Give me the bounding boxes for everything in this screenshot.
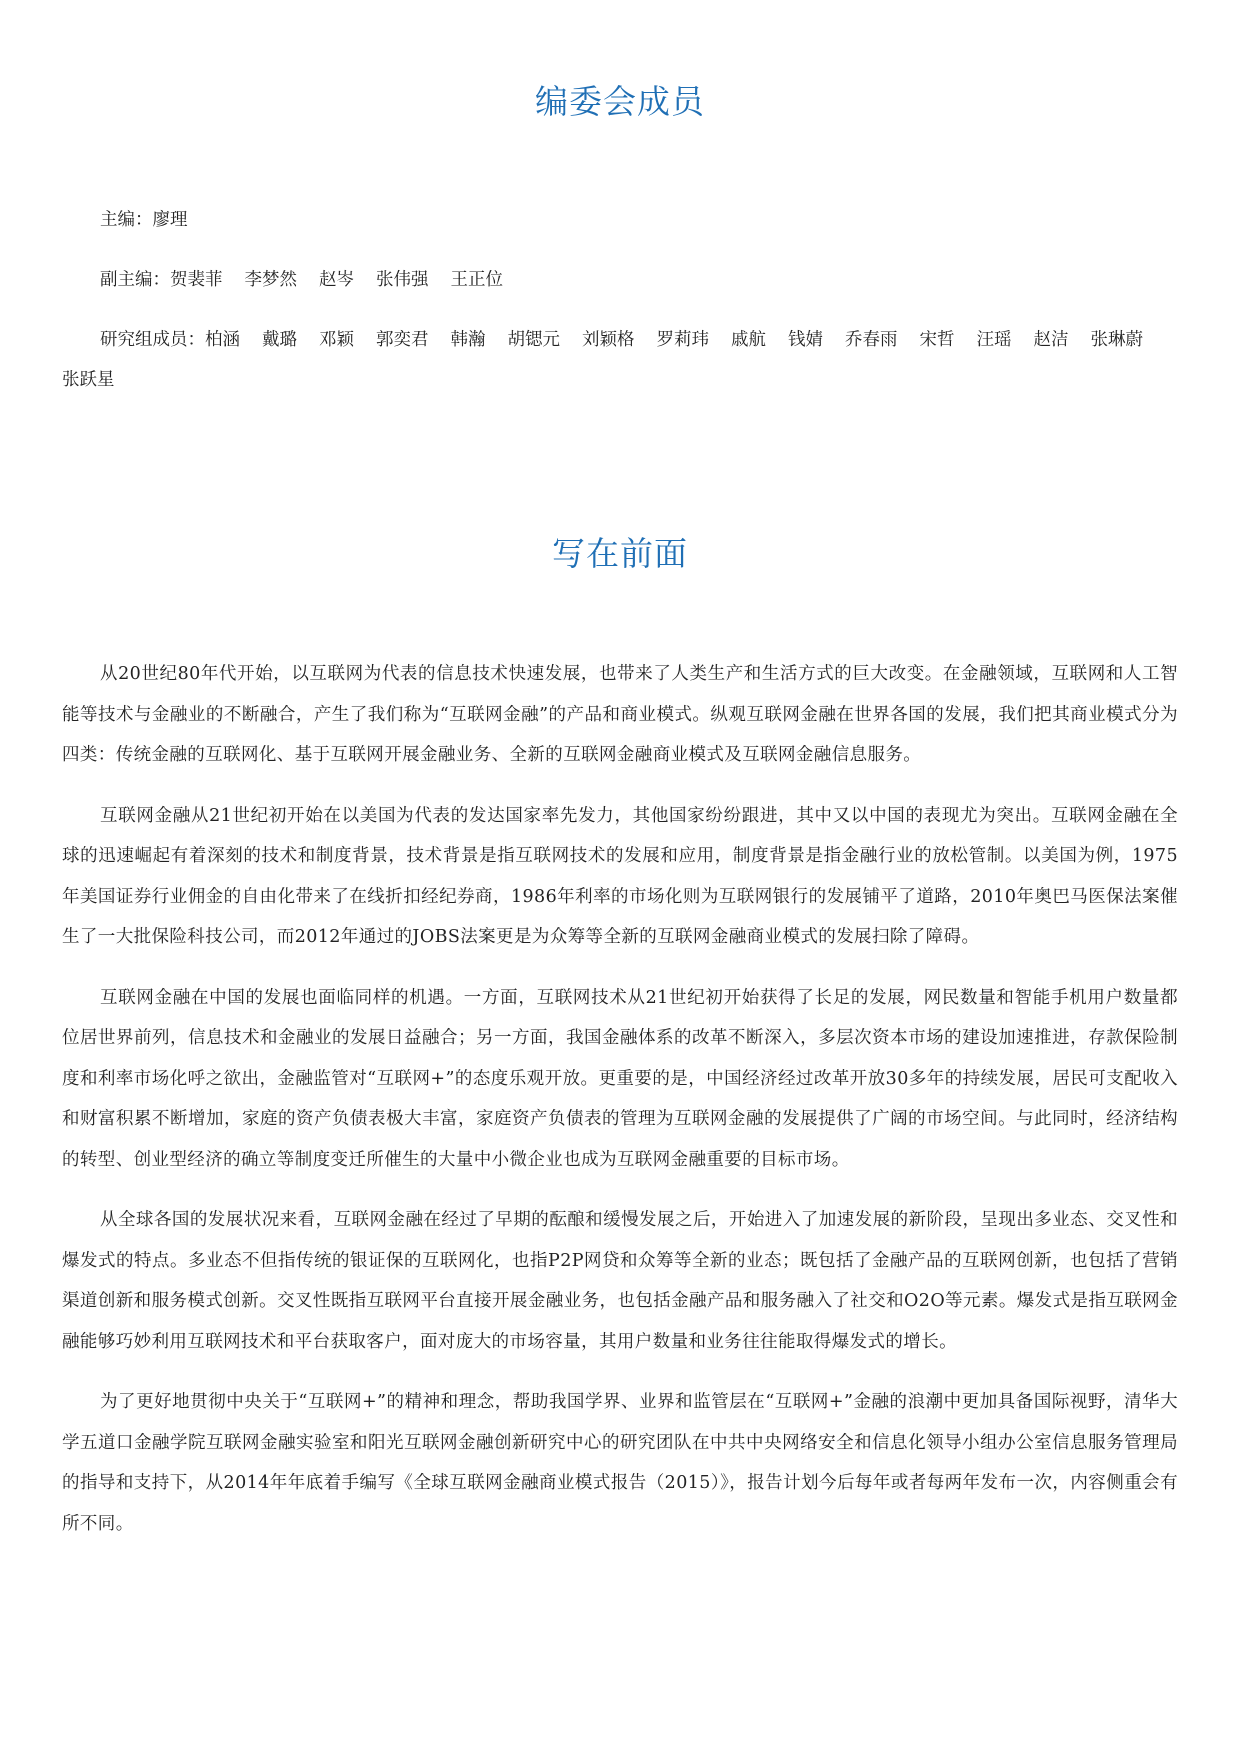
researcher-name: 戴璐 [262,330,297,350]
researcher-name: 胡锶元 [507,330,560,350]
researcher-name: 韩瀚 [450,330,486,350]
chief-editor-label: 主编： [100,210,153,230]
researcher-name: 汪瑶 [976,330,1012,350]
deputy-editor-name: 王正位 [450,270,503,290]
deputy-editor-name: 张伟强 [376,270,429,290]
deputy-editor-name: 贺裴菲 [170,270,223,290]
researcher-name: 宋哲 [919,330,955,350]
deputy-editors-line [62,260,1178,300]
foreword-paragraph: 互联网金融从21世纪初开始在以美国为代表的发达国家率先发力，其他国家纷纷跟进，其中又以中国的表现尤为突出。互联网金融在全球的迅速崛起有着深刻的技术和制度背景，技术背景是指互联网技术的发展和应用，制度背景是指金融行业的放松管制。以美国为例，1975年美国证券行业佣金的自由化带来了在线折扣经纪券商，1986年利率的市场化则为互联网银行的发展铺平了道路，2010年奥巴马医保法案催生了一大批保险科技公司，而2012年通过的JOBS法案更是为众筹等全新的互联网金融商业模式的发展扫除了障碍。 [62,805,1178,947]
researcher-name: 钱婧 [788,330,823,350]
researchers-line [62,320,1178,400]
researcher-name: 刘颖格 [582,330,635,350]
foreword-paragraph: 从全球各国的发展状况来看，互联网金融在经过了早期的酝酿和缓慢发展之后，开始进入了加速发展的新阶段，呈现出多业态、交叉性和爆发式的特点。多业态不但指传统的银证保的互联网化，也指P2P网贷和众筹等全新的业态；既包括了金融产品的互联网创新，也包括了营销渠道创新和服务模式创新。交叉性既指互联网平台直接开展金融业务，也包括金融产品和服务融入了社交和O2O等元素。爆发式是指互联网金融能够巧妙利用互联网技术和平台获取客户，面对庞大的市场容量，其用户数量和业务往往能取得爆发式的增长。 [62,1210,1178,1352]
deputy-editor-name: 李梦然 [244,270,297,290]
researcher-name: 罗莉玮 [656,330,709,350]
deputy-editor-name: 赵岑 [319,270,354,290]
researcher-name: 柏涵 [205,330,240,350]
researcher-name: 邓颖 [319,330,354,350]
foreword-paragraph: 互联网金融在中国的发展也面临同样的机遇。一方面，互联网技术从21世纪初开始获得了长足的发展，网民数量和智能手机用户数量都位居世界前列，信息技术和金融业的发展日益融合；另一方面，我国金融体系的改革不断深入，多层次资本市场的建设加速推进，存款保险制度和利率市场化呼之欲出，金融监管对“互联网+”的态度乐观开放。更重要的是，中国经济经过改革开放30多年的持续发展，居民可支配收入和财富积累不断增加，家庭的资产负债表极大丰富，家庭资产负债表的管理为互联网金融的发展提供了广阔的市场空间。与此同时，经济结构的转型、创业型经济的确立等制度变迁所催生的大量中小微企业也成为互联网金融重要的目标市场。 [62,987,1178,1170]
foreword-title: 写在前面 [552,534,688,573]
researcher-name: 戚航 [731,330,766,350]
researcher-name: 张跃星 [62,370,115,390]
deputy-editors-label: 副主编： [100,270,170,290]
editorial-board-title: 编委会成员 [535,82,705,121]
chief-editor-line [62,200,1178,240]
researcher-name: 乔春雨 [845,330,898,350]
foreword-paragraph: 从20世纪80年代开始，以互联网为代表的信息技术快速发展，也带来了人类生产和生活方式的巨大改变。在金融领域，互联网和人工智能等技术与金融业的不断融合，产生了我们称为“互联网金融”的产品和商业模式。纵观互联网金融在世界各国的发展，我们把其商业模式分为四类：传统金融的互联网化、基于互联网开展金融业务、全新的互联网金融商业模式及互联网金融信息服务。 [62,664,1178,765]
chief-editor-name: 廖理 [152,210,188,230]
researchers-label: 研究组成员： [100,330,205,350]
researcher-name: 张琳蔚 [1090,330,1143,350]
researcher-name: 郭奕君 [376,330,429,350]
foreword-body [62,654,1178,1564]
foreword-paragraph: 为了更好地贯彻中央关于“互联网+”的精神和理念，帮助我国学界、业界和监管层在“互联网+”金融的浪潮中更加具备国际视野，清华大学五道口金融学院互联网金融实验室和阳光互联网金融创新研究中心的研究团队在中共中央网络安全和信息化领导小组办公室信息服务管理局的指导和支持下，从2014年年底着手编写《全球互联网金融商业模式报告（2015）》，报告计划今后每年或者每两年发布一次，内容侧重会有所不同。 [62,1392,1178,1534]
researcher-name: 赵洁 [1033,330,1069,350]
